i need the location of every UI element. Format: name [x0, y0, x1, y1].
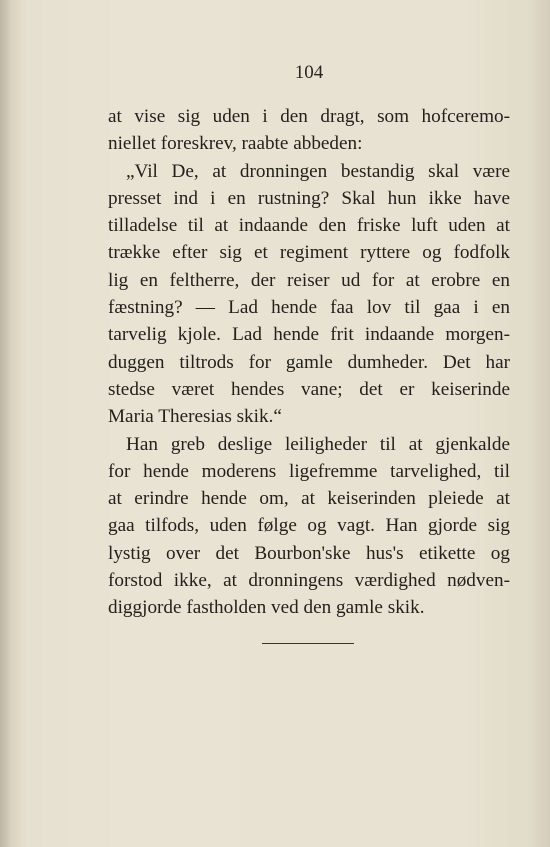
text-line: tilladelse til at indaande den friske luft uden at	[108, 215, 510, 237]
text-line: fæstning? — Lad hende faa lov til gaa i en	[108, 297, 510, 319]
text-line: duggen tiltrods for gamle dumheder. Det har	[108, 351, 510, 373]
page-number: 104	[294, 62, 324, 83]
binding-edge	[0, 0, 10, 847]
text-line: at erindre hende om, at keiserinden pleiede at	[108, 488, 510, 510]
body-text	[108, 103, 510, 622]
text-line: niellet foreskrev, raabte abbeden:	[108, 133, 363, 155]
text-line: trække efter sig et regiment ryttere og fodfolk	[108, 242, 510, 264]
text-line: „Vil De, at dronningen bestandig skal være	[126, 160, 510, 182]
text-line: stedse været hendes vane; det er keiserinde	[108, 378, 510, 400]
text-line: forstod ikke, at dronningens værdighed nødven-	[108, 570, 510, 592]
section-divider-rule	[262, 643, 354, 644]
text-line: presset ind i en rustning? Skal hun ikke have	[108, 187, 510, 209]
text-line: diggjorde fastholden ved den gamle skik.	[108, 597, 425, 619]
text-line: Han greb deslige leiligheder til at gjenkalde	[126, 433, 510, 455]
text-line: gaa tilfods, uden følge og vagt. Han gjorde sig	[108, 515, 510, 537]
text-line: Maria Theresias skik.“	[108, 406, 282, 428]
text-line: tarvelig kjole. Lad hende frit indaande morgen-	[108, 324, 510, 346]
text-line: for hende moderens ligefremme tarvelighed, til	[108, 460, 510, 482]
text-line: at vise sig uden i den dragt, som hofceremo-	[108, 106, 510, 127]
text-line: lystig over det Bourbon'ske hus's etikette og	[108, 542, 510, 564]
text-line: lig en feltherre, der reiser ud for at erobre en	[108, 269, 510, 291]
